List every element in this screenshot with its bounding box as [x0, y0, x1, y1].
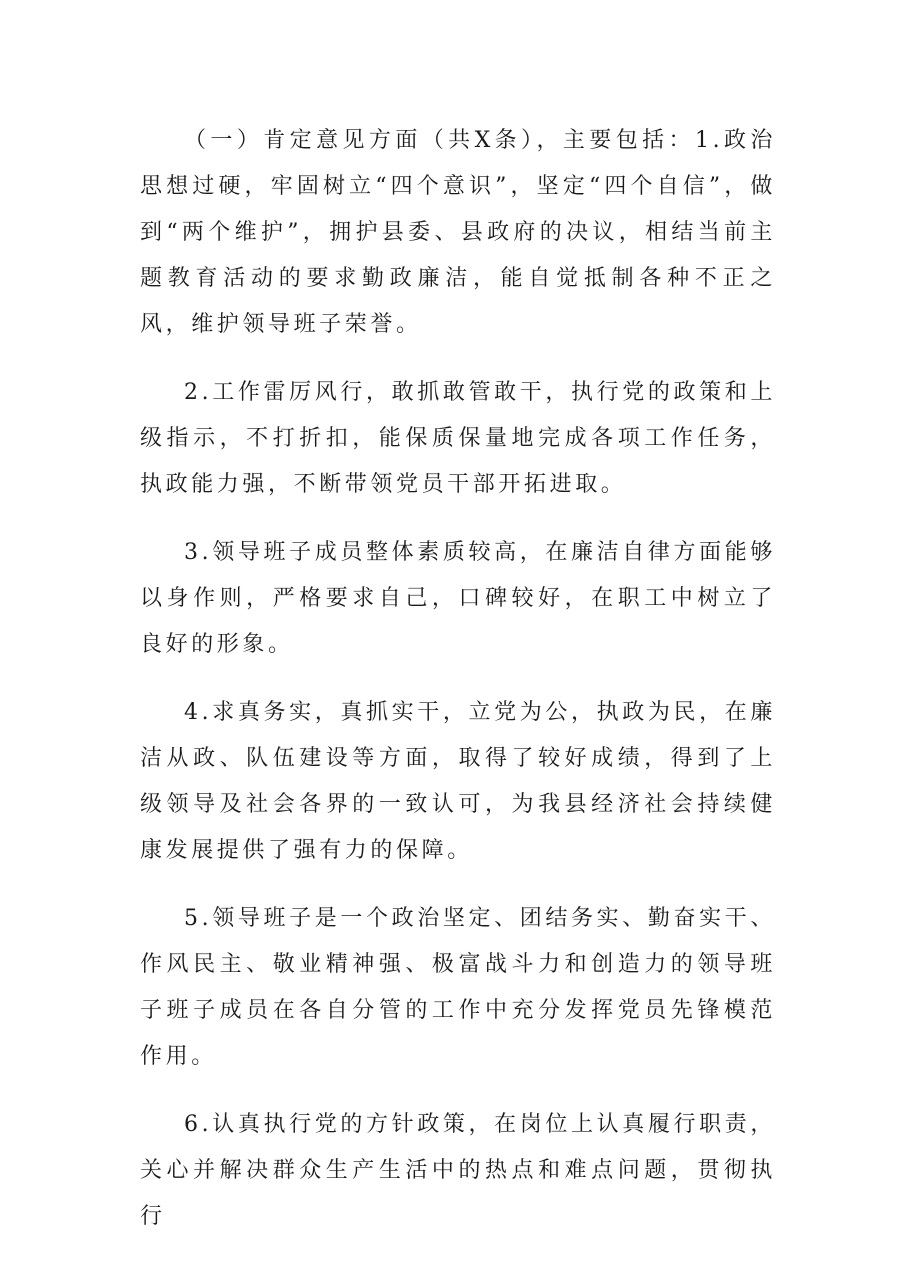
paragraph-item-6: 6.认真执行党的方针政策，在岗位上认真履行职责，关心并解决群众生产生活中的热点和难点问题，贯彻执行: [140, 1112, 776, 1229]
paragraph-item-5: 5.领导班子是一个政治坚定、团结务实、勤奋实干、作风民主、敬业精神强、极富战斗力和创造力的领导班子班子成员在各自分管的工作中充分发挥党员先锋模范作用。: [140, 906, 776, 1069]
paragraph-item-2: 2.工作雷厉风行，敢抓敢管敢干，执行党的政策和上级指示，不打折扣，能保质保量地完成各项工作任务，执政能力强，不断带领党员干部开拓进取。: [140, 380, 776, 497]
paragraph-affirmative-opinions-intro: （一）肯定意见方面（共X条），主要包括：1.政治思想过硬，牢固树立“四个意识”，坚定“四个自信”，做到“两个维护”，拥护县委、县政府的决议，相结当前主题教育活动的要求勤政廉洁，能自觉抵制各种不正之风，维护领导班子荣誉。: [140, 128, 776, 337]
document-body: [140, 118, 776, 1262]
paragraph-item-3: 3.领导班子成员整体素质较高，在廉洁自律方面能够以身作则，严格要求自己，口碑较好，在职工中树立了良好的形象。: [140, 540, 776, 657]
paragraph-item-4: 4.求真务实，真抓实干，立党为公，执政为民，在廉洁从政、队伍建设等方面，取得了较好成绩，得到了上级领导及社会各界的一致认可，为我县经济社会持续健康发展提供了强有力的保障。: [140, 700, 776, 863]
